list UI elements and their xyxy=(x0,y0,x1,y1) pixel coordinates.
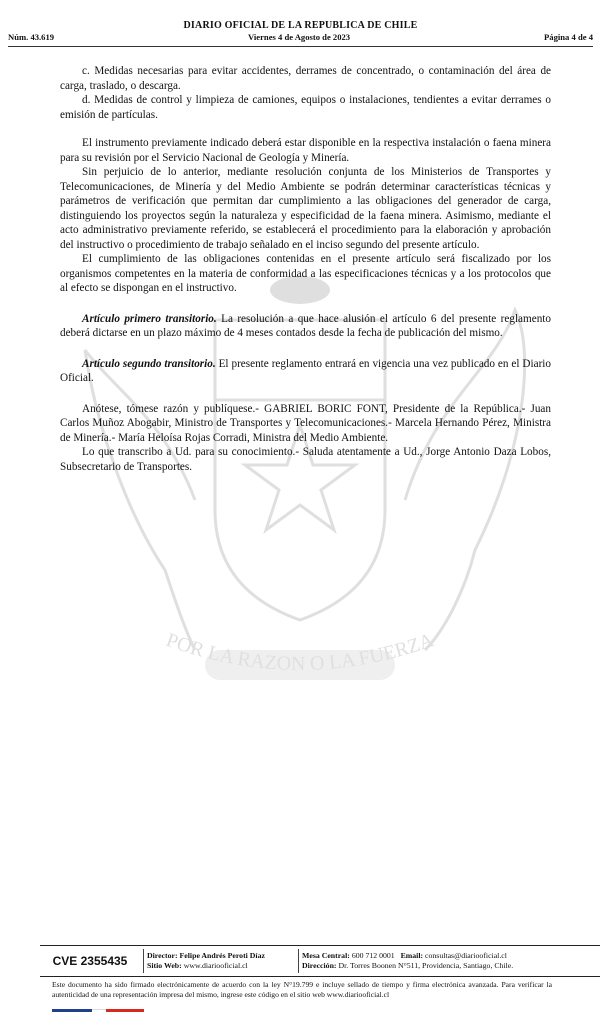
email-label: Email: xyxy=(400,951,424,960)
footer-director-block xyxy=(147,951,297,971)
issue-date: Viernes 4 de Agosto de 2023 xyxy=(248,32,351,42)
legal-notice: Este documento ha sido firmado electrónicamente de acuerdo con la ley N°19.799 e incluye sellado de tiempo y firma electrónica avanzada. Para verificar la autenticidad de una representación impresa del mismo, ingrese este código en el sitio web www.diariooficial.cl xyxy=(52,980,552,999)
list-item-d: d. Medidas de control y limpieza de camiones, equipos o instalaciones, tendientes a evitar derrames o emisión de partículas. xyxy=(60,94,551,121)
email-link[interactable]: consultas@diariooficial.cl xyxy=(425,951,507,960)
footer-separator xyxy=(143,949,144,973)
mesa-label: Mesa Central: xyxy=(302,951,350,960)
article-second-text: El presente reglamento entrará en vigencia una vez publicado en el Diario Oficial. xyxy=(60,357,552,384)
flag-white-segment xyxy=(92,1009,106,1013)
flag-blue-segment xyxy=(52,1009,92,1012)
article-second-heading: Artículo segundo transitorio. xyxy=(82,357,216,370)
footer-divider-top xyxy=(40,945,600,946)
address-label: Dirección: xyxy=(302,961,337,970)
newspaper-title: DIARIO OFICIAL DE LA REPUBLICA DE CHILE xyxy=(183,20,418,31)
signoff-paragraph: Anótese, tómese razón y publíquese.- GABRIEL BORIC FONT, Presidente de la República.- Juan Carlos Muñoz Abogabir, Ministro de Transportes y Telecomunicaciones.- Marcela Hernando Pérez, Ministra de Minería.- María Heloísa Rojas Corradi, Ministra del Medio Ambiente. xyxy=(60,402,551,444)
header-row xyxy=(8,32,593,42)
paragraph-joint-resolution: Sin perjuicio de lo anterior, mediante resolución conjunta de los Ministerios de Transportes y Telecomunicaciones, de Minería y del Medio Ambiente se podrán determinar características técnicas y parámetros de verificación que permitan dar cumplimiento a las obligaciones del generador de carga, distinguiendo los proyectos según la naturaleza y especificidad de la faena minera. Asimismo, mediante el acto administrativo previamente referido, se establecerá el procedimiento para la elaboración y aprobación del instructivo o procedimiento de trabajo señalado en el inciso segundo del presente artículo. xyxy=(60,166,551,251)
issue-number: Núm. 43.619 xyxy=(8,32,55,42)
director-label: Director: xyxy=(147,951,178,960)
header-divider xyxy=(8,46,593,47)
page-indicator: Página 4 de 4 xyxy=(544,32,593,42)
website-label: Sitio Web: xyxy=(147,961,182,970)
director-name: Felipe Andrés Peroti Díaz xyxy=(179,951,265,960)
flag-stripe xyxy=(52,1009,144,1012)
footer-separator xyxy=(298,949,299,973)
cve-code: CVE 2355435 xyxy=(52,954,128,968)
mesa-phone: 600 712 0001 xyxy=(351,951,395,960)
article-first-heading: Artículo primero transitorio. xyxy=(82,312,217,325)
article-second-transitory xyxy=(60,357,551,386)
motto-ribbon: POR LA RAZON O LA FUERZA xyxy=(163,628,437,676)
footer-contact-block xyxy=(302,951,562,971)
paragraph-enforcement: El cumplimiento de las obligaciones contenidas en el presente artículo será fiscalizado por los organismos competentes en la materia de conformidad a las especificaciones técnicas y a los protocolos que al efecto se dispongan en el instructivo. xyxy=(60,253,551,294)
flag-red-segment xyxy=(106,1009,144,1012)
address-text: Dr. Torres Boonen N°511, Providencia, Santiago, Chile. xyxy=(338,961,514,970)
paragraph-instrument: El instrumento previamente indicado deberá estar disponible en la respectiva instalación o faena minera para su revisión por el Servicio Nacional de Geología y Minería. xyxy=(60,137,551,164)
article-first-text: La resolución a que hace alusión el artículo 6 del presente reglamento deberá dictarse en un plazo máximo de 4 meses contados desde la fecha de publicación del mismo. xyxy=(60,312,551,339)
footer-divider-bottom xyxy=(40,976,600,977)
article-first-transitory xyxy=(60,312,551,341)
website-link[interactable]: www.diariooficial.cl xyxy=(183,961,248,970)
list-item-c: c. Medidas necesarias para evitar accidentes, derrames de concentrado, o contaminación del área de carga, traslado, o descarga. xyxy=(60,65,551,92)
closing-paragraph: Lo que transcribo a Ud. para su conocimiento.- Saluda atentamente a Ud., Jorge Antonio Daza Lobos, Subsecretario de Transportes. xyxy=(60,446,551,473)
document-body xyxy=(60,64,551,474)
